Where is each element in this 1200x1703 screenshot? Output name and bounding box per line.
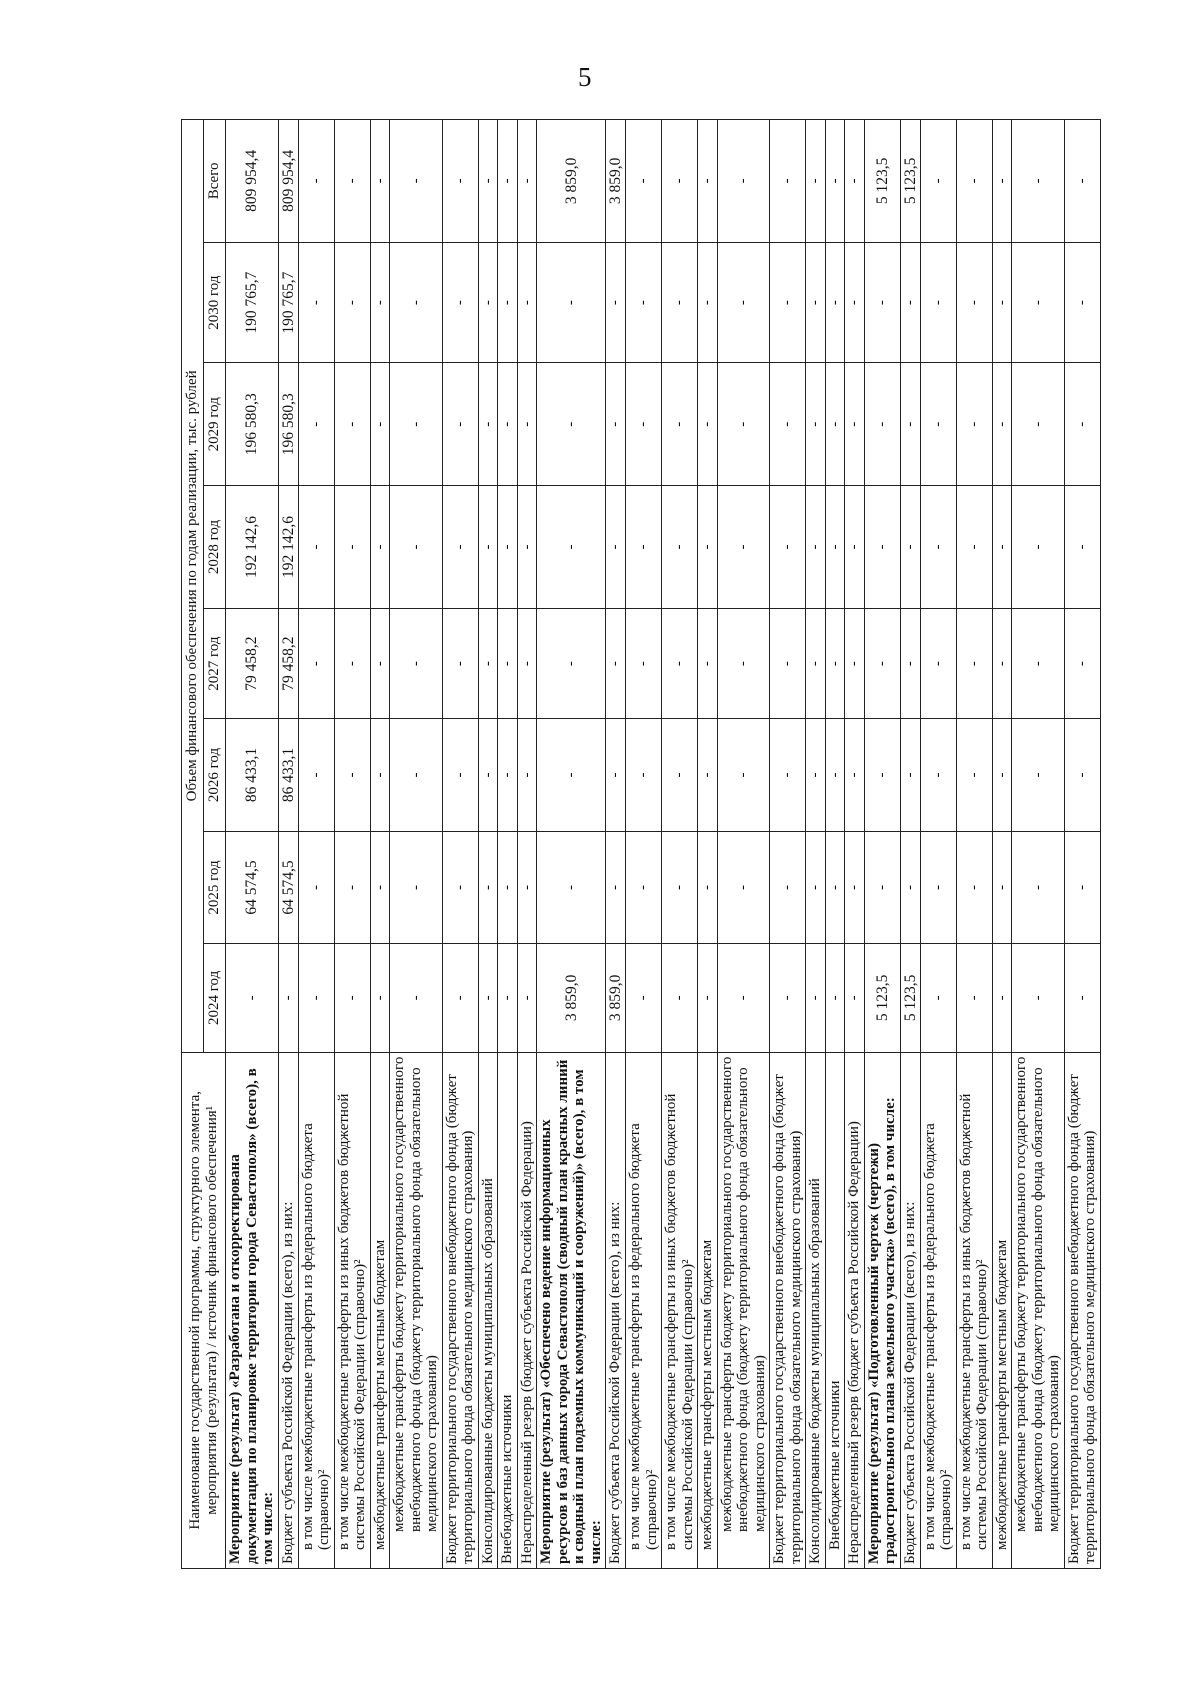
row-name-cell: межбюджетные трансферты бюджету территориального государственного внебюджетного фонда (бюджету территориального фонда обязательного медицинского страхования) <box>717 1052 770 1568</box>
row-value-cell: - <box>717 242 770 363</box>
row-value-cell: - <box>334 719 370 831</box>
row-value-cell: - <box>806 608 826 718</box>
row-value-cell: - <box>662 242 698 363</box>
row-value-cell: - <box>442 120 478 243</box>
row-name-cell: Бюджет территориального государственного внебюджетного фонда (бюджет территориального фонда обязательного медицинского страхования) <box>1064 1052 1100 1568</box>
header-year-2029: 2029 год <box>204 363 226 486</box>
row-value-cell: - <box>992 831 1012 943</box>
row-name-cell: Мероприятие (результат) «Обеспечено ведение информационных ресурсов и баз данных города Севастополя (сводный план красных линий и сводный план подземных коммуникаций и сооружений)» (всего), в том числе: <box>537 1052 606 1568</box>
row-value-cell: - <box>1064 719 1100 831</box>
row-value-cell: - <box>900 242 920 363</box>
row-value-cell: - <box>698 363 718 486</box>
row-value-cell: - <box>956 363 992 486</box>
row-value-cell: - <box>606 242 626 363</box>
row-value-cell: 5 123,5 <box>900 120 920 243</box>
row-name-cell: Нераспределенный резерв (бюджет субъекта Российской Федерации) <box>845 1052 865 1568</box>
row-value-cell: 809 954,4 <box>278 120 298 243</box>
row-value-cell: 64 574,5 <box>278 831 298 943</box>
row-value-cell: - <box>1012 363 1065 486</box>
row-value-cell: - <box>717 831 770 943</box>
row-value-cell: - <box>825 608 845 718</box>
rotated-table-container <box>181 119 1099 1569</box>
row-value-cell: - <box>864 363 900 486</box>
table-row <box>845 120 865 1569</box>
row-value-cell: - <box>390 944 443 1052</box>
row-value-cell: - <box>992 486 1012 609</box>
table-row <box>498 120 518 1569</box>
row-value-cell: - <box>517 944 537 1052</box>
row-value-cell: - <box>334 242 370 363</box>
row-value-cell: - <box>806 831 826 943</box>
row-value-cell: - <box>370 242 390 363</box>
row-value-cell: - <box>1012 944 1065 1052</box>
row-name-cell: в том числе межбюджетные трансферты из федерального бюджета (справочно)² <box>626 1052 662 1568</box>
row-value-cell: - <box>517 242 537 363</box>
row-value-cell: - <box>498 363 518 486</box>
row-value-cell: - <box>370 486 390 609</box>
row-value-cell: - <box>498 486 518 609</box>
row-value-cell: - <box>900 608 920 718</box>
row-value-cell: - <box>442 608 478 718</box>
row-value-cell: - <box>920 944 956 1052</box>
header-year-2024: 2024 год <box>204 944 226 1052</box>
row-value-cell: 86 433,1 <box>226 719 279 831</box>
table-row <box>626 120 662 1569</box>
row-value-cell: - <box>698 608 718 718</box>
row-value-cell: - <box>298 120 334 243</box>
row-value-cell: 79 458,2 <box>278 608 298 718</box>
page-number: 5 <box>578 62 592 92</box>
table-row <box>864 120 900 1569</box>
row-value-cell: - <box>698 719 718 831</box>
row-value-cell: - <box>517 608 537 718</box>
row-value-cell: - <box>662 944 698 1052</box>
header-name-column: Наименование государственной программы, структурного элемента, мероприятия (результата) / источник финансового обеспечения¹ <box>182 1052 226 1568</box>
row-value-cell: - <box>442 719 478 831</box>
row-value-cell: - <box>626 486 662 609</box>
row-value-cell: - <box>498 120 518 243</box>
financing-table <box>181 119 1101 1569</box>
row-value-cell: 190 765,7 <box>226 242 279 363</box>
row-name-cell: Мероприятие (результат) «Подготовленный чертеж (чертежи) градостроительного плана земельного участка» (всего), в том числе: <box>864 1052 900 1568</box>
row-value-cell: - <box>920 831 956 943</box>
row-value-cell: - <box>806 719 826 831</box>
table-row <box>770 120 806 1569</box>
row-value-cell: - <box>498 242 518 363</box>
row-name-cell: в том числе межбюджетные трансферты из федерального бюджета (справочно)² <box>298 1052 334 1568</box>
row-name-cell: Консолидированные бюджеты муниципальных образований <box>478 1052 498 1568</box>
row-name-cell: межбюджетные трансферты бюджету территориального государственного внебюджетного фонда (бюджету территориального фонда обязательного медицинского страхования) <box>1012 1052 1065 1568</box>
row-value-cell: - <box>825 242 845 363</box>
header-year-2027: 2027 год <box>204 608 226 718</box>
table-row <box>478 120 498 1569</box>
row-value-cell: - <box>1012 486 1065 609</box>
row-value-cell: 5 123,5 <box>864 944 900 1052</box>
row-value-cell: 196 580,3 <box>278 363 298 486</box>
row-value-cell: - <box>478 719 498 831</box>
row-value-cell: - <box>298 944 334 1052</box>
row-value-cell: - <box>442 242 478 363</box>
row-value-cell: - <box>537 719 606 831</box>
row-value-cell: - <box>845 242 865 363</box>
row-value-cell: - <box>920 719 956 831</box>
row-value-cell: - <box>920 120 956 243</box>
header-group-title: Объем финансового обеспечения по годам реализации, тыс. рублей <box>182 120 204 1053</box>
table-row <box>334 120 370 1569</box>
row-value-cell: 190 765,7 <box>278 242 298 363</box>
row-value-cell: - <box>390 831 443 943</box>
row-value-cell: - <box>370 719 390 831</box>
row-value-cell: - <box>517 486 537 609</box>
row-value-cell: - <box>298 242 334 363</box>
row-value-cell: - <box>626 242 662 363</box>
row-value-cell: - <box>1064 363 1100 486</box>
row-value-cell: - <box>662 608 698 718</box>
row-value-cell: - <box>662 363 698 486</box>
row-value-cell: - <box>770 242 806 363</box>
row-value-cell: - <box>825 831 845 943</box>
row-name-cell: в том числе межбюджетные трансферты из иных бюджетов бюджетной системы Российской Федерации (справочно)² <box>662 1052 698 1568</box>
row-value-cell: - <box>334 363 370 486</box>
table-row <box>825 120 845 1569</box>
row-value-cell: - <box>845 944 865 1052</box>
row-value-cell: - <box>864 831 900 943</box>
row-value-cell: - <box>900 831 920 943</box>
row-value-cell: - <box>806 363 826 486</box>
row-value-cell: - <box>478 944 498 1052</box>
table-row <box>606 120 626 1569</box>
row-value-cell: - <box>1012 719 1065 831</box>
row-value-cell: - <box>864 719 900 831</box>
row-name-cell: в том числе межбюджетные трансферты из иных бюджетов бюджетной системы Российской Федерации (справочно)² <box>956 1052 992 1568</box>
row-value-cell: - <box>717 120 770 243</box>
row-value-cell: - <box>920 242 956 363</box>
row-value-cell: - <box>956 944 992 1052</box>
row-value-cell: - <box>698 120 718 243</box>
table-row <box>920 120 956 1569</box>
row-value-cell: - <box>1064 944 1100 1052</box>
row-value-cell: - <box>992 120 1012 243</box>
header-year-2030: 2030 год <box>204 242 226 363</box>
table-row <box>442 120 478 1569</box>
row-value-cell: - <box>537 486 606 609</box>
table-row <box>956 120 992 1569</box>
row-value-cell: - <box>845 120 865 243</box>
row-value-cell: - <box>770 944 806 1052</box>
row-value-cell: - <box>806 120 826 243</box>
row-value-cell: - <box>698 831 718 943</box>
table-row <box>226 120 279 1569</box>
row-value-cell: - <box>390 363 443 486</box>
row-value-cell: - <box>478 242 498 363</box>
row-value-cell: - <box>825 719 845 831</box>
row-value-cell: - <box>1012 831 1065 943</box>
row-value-cell: - <box>920 486 956 609</box>
row-value-cell: - <box>498 608 518 718</box>
row-value-cell: 809 954,4 <box>226 120 279 243</box>
row-value-cell: 192 142,6 <box>226 486 279 609</box>
row-name-cell: Мероприятие (результат) «Разработана и откорректирована документация по планировке территории города Севастополя» (всего), в том числе: <box>226 1052 279 1568</box>
row-value-cell: - <box>298 486 334 609</box>
row-name-cell: межбюджетные трансферты местным бюджетам <box>992 1052 1012 1568</box>
row-value-cell: 64 574,5 <box>226 831 279 943</box>
row-name-cell: межбюджетные трансферты местным бюджетам <box>370 1052 390 1568</box>
row-value-cell: - <box>1064 831 1100 943</box>
row-value-cell: 79 458,2 <box>226 608 279 718</box>
row-value-cell: - <box>626 608 662 718</box>
row-value-cell: 5 123,5 <box>900 944 920 1052</box>
row-value-cell: - <box>806 944 826 1052</box>
row-value-cell: - <box>370 120 390 243</box>
row-value-cell: - <box>1064 242 1100 363</box>
row-value-cell: - <box>278 944 298 1052</box>
row-value-cell: - <box>442 486 478 609</box>
row-value-cell: - <box>298 363 334 486</box>
row-value-cell: - <box>864 486 900 609</box>
row-value-cell: - <box>1012 120 1065 243</box>
row-value-cell: - <box>537 363 606 486</box>
row-value-cell: 86 433,1 <box>278 719 298 831</box>
row-value-cell: - <box>537 242 606 363</box>
row-value-cell: - <box>390 486 443 609</box>
row-value-cell: - <box>1064 120 1100 243</box>
row-value-cell: - <box>478 608 498 718</box>
row-value-cell: - <box>845 486 865 609</box>
row-value-cell: - <box>298 608 334 718</box>
row-value-cell: - <box>717 608 770 718</box>
header-row-1 <box>182 120 204 1569</box>
row-value-cell: - <box>992 363 1012 486</box>
table-row <box>278 120 298 1569</box>
row-value-cell: - <box>956 120 992 243</box>
row-value-cell: - <box>626 363 662 486</box>
row-value-cell: - <box>992 719 1012 831</box>
row-value-cell: - <box>956 831 992 943</box>
row-value-cell: - <box>864 242 900 363</box>
row-value-cell: - <box>770 120 806 243</box>
row-value-cell: - <box>390 242 443 363</box>
row-value-cell: - <box>956 242 992 363</box>
table-row <box>900 120 920 1569</box>
row-value-cell: - <box>517 719 537 831</box>
row-value-cell: - <box>825 363 845 486</box>
row-value-cell: - <box>606 363 626 486</box>
row-value-cell: - <box>606 719 626 831</box>
row-value-cell: 192 142,6 <box>278 486 298 609</box>
row-name-cell: Бюджет субъекта Российской Федерации (всего), из них: <box>606 1052 626 1568</box>
row-value-cell: - <box>1012 242 1065 363</box>
row-value-cell: - <box>1012 608 1065 718</box>
row-value-cell: - <box>845 831 865 943</box>
table-row <box>698 120 718 1569</box>
row-value-cell: - <box>390 120 443 243</box>
row-value-cell: - <box>442 831 478 943</box>
row-value-cell: - <box>770 719 806 831</box>
row-value-cell: - <box>517 120 537 243</box>
row-value-cell: - <box>298 831 334 943</box>
row-value-cell: - <box>825 944 845 1052</box>
row-name-cell: Внебюджетные источники <box>825 1052 845 1568</box>
table-row <box>298 120 334 1569</box>
row-name-cell: Бюджет субъекта Российской Федерации (всего), из них: <box>278 1052 298 1568</box>
row-value-cell: - <box>606 831 626 943</box>
row-value-cell: - <box>334 944 370 1052</box>
row-name-cell: в том числе межбюджетные трансферты из федерального бюджета (справочно)² <box>920 1052 956 1568</box>
row-value-cell: - <box>698 242 718 363</box>
row-name-cell: Консолидированные бюджеты муниципальных образований <box>806 1052 826 1568</box>
row-value-cell: - <box>920 608 956 718</box>
row-value-cell: 3 859,0 <box>537 944 606 1052</box>
header-year-2025: 2025 год <box>204 831 226 943</box>
row-value-cell: - <box>606 608 626 718</box>
row-value-cell: - <box>770 831 806 943</box>
row-value-cell: - <box>992 608 1012 718</box>
row-value-cell: - <box>770 486 806 609</box>
row-name-cell: Внебюджетные источники <box>498 1052 518 1568</box>
table-row <box>1064 120 1100 1569</box>
table-row <box>806 120 826 1569</box>
row-value-cell: - <box>478 486 498 609</box>
row-value-cell: - <box>717 486 770 609</box>
row-value-cell: - <box>498 831 518 943</box>
row-value-cell: 3 859,0 <box>537 120 606 243</box>
table-row <box>537 120 606 1569</box>
row-value-cell: - <box>478 120 498 243</box>
row-value-cell: - <box>806 486 826 609</box>
row-value-cell: - <box>626 719 662 831</box>
table-row <box>370 120 390 1569</box>
row-value-cell: - <box>770 608 806 718</box>
row-name-cell: Нераспределенный резерв (бюджет субъекта Российской Федерации) <box>517 1052 537 1568</box>
row-value-cell: - <box>442 944 478 1052</box>
row-value-cell: - <box>626 831 662 943</box>
table-row <box>662 120 698 1569</box>
row-name-cell: межбюджетные трансферты местным бюджетам <box>698 1052 718 1568</box>
row-value-cell: - <box>498 944 518 1052</box>
row-value-cell: - <box>956 719 992 831</box>
row-value-cell: - <box>717 944 770 1052</box>
row-value-cell: 3 859,0 <box>606 120 626 243</box>
table-row <box>390 120 443 1569</box>
row-value-cell: - <box>606 486 626 609</box>
table-body <box>182 120 1101 1569</box>
table-row <box>717 120 770 1569</box>
row-value-cell: - <box>825 120 845 243</box>
row-value-cell: - <box>390 608 443 718</box>
row-value-cell: - <box>537 831 606 943</box>
row-value-cell: - <box>226 944 279 1052</box>
row-value-cell: - <box>825 486 845 609</box>
row-value-cell: - <box>900 486 920 609</box>
row-value-cell: - <box>370 363 390 486</box>
row-value-cell: - <box>390 719 443 831</box>
row-value-cell: - <box>517 363 537 486</box>
row-value-cell: - <box>992 944 1012 1052</box>
row-value-cell: - <box>334 831 370 943</box>
row-value-cell: - <box>1064 608 1100 718</box>
row-value-cell: - <box>442 363 478 486</box>
row-value-cell: - <box>845 608 865 718</box>
row-value-cell: - <box>770 363 806 486</box>
table-row <box>992 120 1012 1569</box>
header-year-2028: 2028 год <box>204 486 226 609</box>
row-value-cell: - <box>334 120 370 243</box>
row-value-cell: - <box>956 486 992 609</box>
row-value-cell: - <box>845 363 865 486</box>
row-value-cell: - <box>900 719 920 831</box>
row-value-cell: - <box>370 608 390 718</box>
row-name-cell: межбюджетные трансферты бюджету территориального государственного внебюджетного фонда (бюджету территориального фонда обязательного медицинского страхования) <box>390 1052 443 1568</box>
row-value-cell: - <box>717 719 770 831</box>
row-value-cell: - <box>537 608 606 718</box>
row-value-cell: 3 859,0 <box>606 944 626 1052</box>
row-name-cell: Бюджет субъекта Российской Федерации (всего), из них: <box>900 1052 920 1568</box>
row-value-cell: - <box>298 719 334 831</box>
row-name-cell: в том числе межбюджетные трансферты из иных бюджетов бюджетной системы Российской Федерации (справочно)² <box>334 1052 370 1568</box>
table-row <box>1012 120 1065 1569</box>
row-value-cell: - <box>698 944 718 1052</box>
row-value-cell: - <box>662 486 698 609</box>
row-value-cell: - <box>806 242 826 363</box>
row-value-cell: 196 580,3 <box>226 363 279 486</box>
row-value-cell: - <box>626 120 662 243</box>
row-name-cell: Бюджет территориального государственного внебюджетного фонда (бюджет территориального фонда обязательного медицинского страхования) <box>770 1052 806 1568</box>
row-value-cell: - <box>845 719 865 831</box>
row-value-cell: - <box>662 120 698 243</box>
row-value-cell: - <box>626 944 662 1052</box>
row-value-cell: - <box>698 486 718 609</box>
row-value-cell: - <box>864 608 900 718</box>
row-value-cell: - <box>334 608 370 718</box>
row-value-cell: - <box>717 363 770 486</box>
row-name-cell: Бюджет территориального государственного внебюджетного фонда (бюджет территориального фонда обязательного медицинского страхования) <box>442 1052 478 1568</box>
row-value-cell: - <box>920 363 956 486</box>
row-value-cell: - <box>370 944 390 1052</box>
row-value-cell: - <box>992 242 1012 363</box>
row-value-cell: - <box>370 831 390 943</box>
header-total: Всего <box>204 120 226 243</box>
row-value-cell: 5 123,5 <box>864 120 900 243</box>
table-row <box>517 120 537 1569</box>
row-value-cell: - <box>900 363 920 486</box>
row-value-cell: - <box>334 486 370 609</box>
row-value-cell: - <box>517 831 537 943</box>
row-value-cell: - <box>662 719 698 831</box>
row-value-cell: - <box>662 831 698 943</box>
row-value-cell: - <box>1064 486 1100 609</box>
header-year-2026: 2026 год <box>204 719 226 831</box>
row-value-cell: - <box>498 719 518 831</box>
row-value-cell: - <box>478 831 498 943</box>
row-value-cell: - <box>956 608 992 718</box>
row-value-cell: - <box>478 363 498 486</box>
